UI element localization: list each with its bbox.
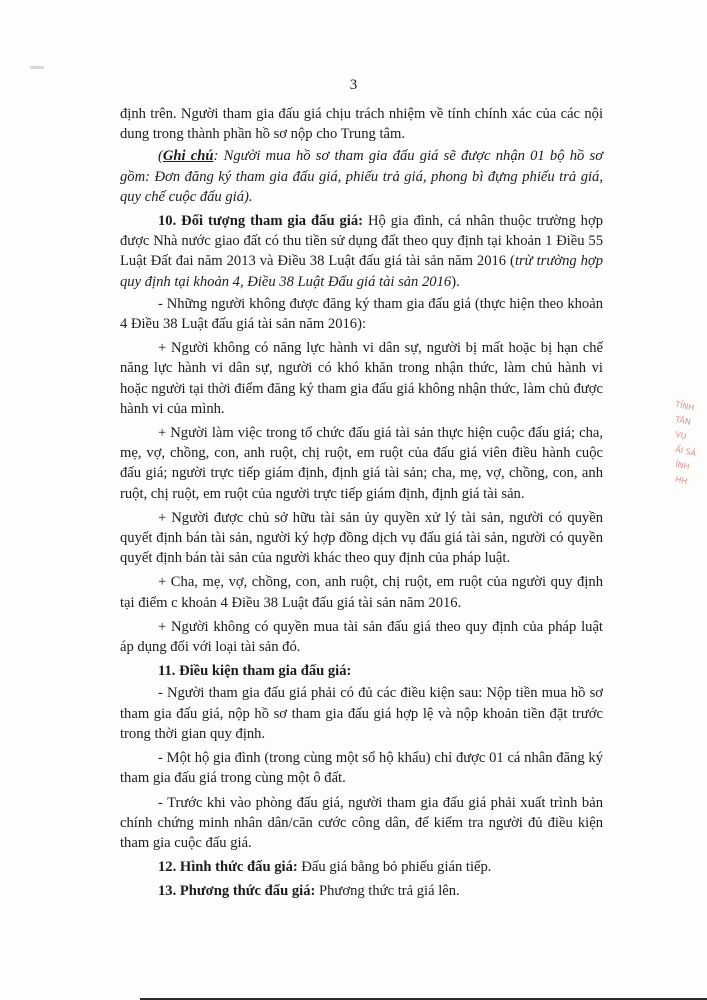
section-10-exclusion-intro: - Những người không được đăng ký tham gia đấu giá (thực hiện theo khoản 4 Điều 38 Luật đấu giá tài sản năm 2016): <box>120 295 603 333</box>
section-11-heading: 11. Điều kiện tham gia đấu giá: <box>158 663 352 680</box>
section-10-item: + Người không có quyền mua tài sản đấu giá theo quy định của pháp luật áp dụng đối với loại tài sản đó. <box>120 618 603 656</box>
section-10-heading: 10. Đối tượng tham gia đấu giá: <box>158 213 364 230</box>
page-number: 3 <box>349 77 358 93</box>
section-13-text: Phương thức trả giá lên. <box>315 883 460 900</box>
stamp-line: TỈNH <box>674 399 696 413</box>
note-text: : Người mua hồ sơ tham gia đấu giá sẽ được nhận 01 bộ hồ sơ gồm: Đơn đăng ký tham gia đấu giá, phiếu trả giá, phong bì đựng phiếu trả giá, quy chế cuộc đấu giá). <box>120 148 603 205</box>
intro-paragraph: định trên. Người tham gia đấu giá chịu trách nhiệm về tính chính xác của các nội dung trong thành phần hồ sơ nộp cho Trung tâm. <box>120 106 603 143</box>
section-12-paragraph <box>120 857 603 877</box>
section-11-item: - Trước khi vào phòng đấu giá, người tham gia đấu giá phải xuất trình bản chính chứng minh nhân dân/căn cước công dân, để kiểm tra người đủ điều kiện tham gia cuộc đấu giá. <box>120 794 603 851</box>
section-10-text: Hộ gia đình, cá nhân thuộc trường hợp được Nhà nước giao đất có thu tiền sử dụng đất theo quy định tại khoản 1 Điều 55 Luật Đất đai năm 2013 và Điều 38 Luật đấu giá tài sản năm 2016 ( <box>120 213 603 270</box>
stamp-line: TÂN <box>674 414 692 427</box>
section-10-text-end: ). <box>451 273 460 290</box>
section-10-item: + Người làm việc trong tổ chức đấu giá tài sản thực hiện cuộc đấu giá; cha, mẹ, vợ, chồng, con, anh ruột, chị ruột, em ruột của đấu giá viên điều hành cuộc đấu giá; người trực tiếp giám định, định giá tài sản; cha, mẹ, vợ, chồng, con, anh ruột, chị ruột, em ruột của người trực tiếp giám định, định giá tài sản. <box>120 425 603 502</box>
section-10-item: + Người được chủ sở hữu tài sản ủy quyền xử lý tài sản, người có quyền quyết định bán tài sản, người ký hợp đồng dịch vụ đấu giá tài sản, người có quyền quyết định bán tài sản của người khác theo quy định của pháp luật. <box>120 509 603 567</box>
stamp-line: ẤI SẢ <box>674 444 697 458</box>
note-label: Ghi chú <box>162 148 214 165</box>
section-10-paragraph <box>120 211 603 292</box>
section-12-heading: 12. Hình thức đấu giá: <box>158 859 298 876</box>
section-13-heading: 13. Phương thức đấu giá: <box>158 883 316 900</box>
red-stamp-fragment <box>675 400 707 500</box>
stamp-line: VỤ <box>674 429 688 441</box>
scan-smudge <box>30 66 44 69</box>
stamp-line: HH <box>674 474 689 487</box>
note-paragraph: (Ghi chú: Người mua hồ sơ tham gia đấu giá sẽ được nhận 01 bộ hồ sơ gồm: Đơn đăng ký tham gia đấu giá, phiếu trả giá, phong bì đựng phiếu trả giá, quy chế cuộc đấu giá). <box>120 148 603 205</box>
section-10-item: + Cha, mẹ, vợ, chồng, con, anh ruột, chị ruột, em ruột của người quy định tại điểm c khoản 4 Điều 38 Luật đấu giá tài sản năm 2016. <box>120 574 603 611</box>
section-10-text-italic: trừ trường hợp quy định tại khoản 4, Điều 38 Luật Đấu giá tài sản 2016 <box>120 253 604 290</box>
stamp-line: ÌNH <box>674 459 691 472</box>
section-10-item: + Người không có năng lực hành vi dân sự, người bị mất hoặc bị hạn chế năng lực hành vi dân sự, người có khó khăn trong nhận thức, làm chủ hành vi hoặc người tại thời điểm đăng ký tham gia đấu giá không nhận thức, làm chủ được hành vi của mình. <box>120 340 603 417</box>
section-11-item: - Người tham gia đấu giá phải có đủ các điều kiện sau: Nộp tiền mua hồ sơ tham gia đấu giá, nộp hồ sơ tham gia đấu giá hợp lệ và nộp khoản tiền đặt trước trong thời gian quy định. <box>120 685 603 742</box>
section-11-paragraph <box>120 661 603 681</box>
document-body <box>120 104 603 904</box>
section-12-text: Đấu giá bằng bỏ phiếu gián tiếp. <box>297 859 492 876</box>
section-11-item: - Một hộ gia đình (trong cùng một sổ hộ khẩu) chỉ được 01 cá nhân đăng ký tham gia đấu giá trong cùng một ô đất. <box>120 750 603 787</box>
section-13-paragraph <box>120 881 603 901</box>
